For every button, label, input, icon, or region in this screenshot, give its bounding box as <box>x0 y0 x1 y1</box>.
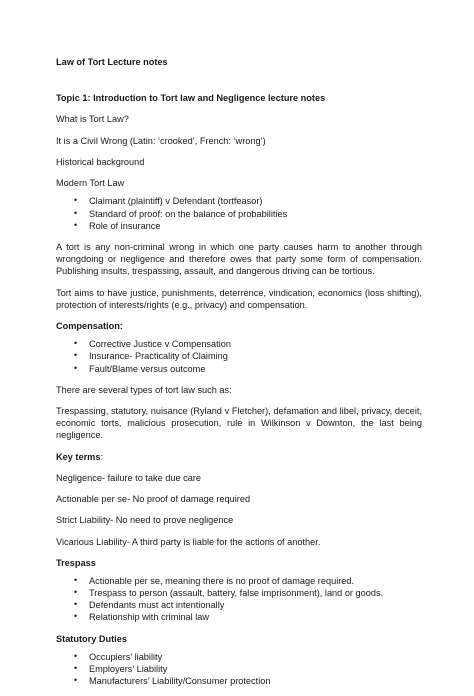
list-item: • Insurance- Practicality of Claiming <box>74 350 228 362</box>
modern-tort-law: Modern Tort Law <box>56 178 125 189</box>
bullet-icon: • <box>74 195 78 206</box>
list-item: • Standard of proof: on the balance of probabilities <box>74 207 288 219</box>
list-item: • Actionable per se, meaning there is no proof of damage required. <box>74 575 355 586</box>
key-terms-heading: Key terms: <box>56 451 103 462</box>
historical-background: Historical background <box>56 156 145 167</box>
bullet-icon: • <box>74 599 78 610</box>
bullet-icon: • <box>74 575 78 585</box>
list-item: • Corrective Justice v Compensation <box>74 338 231 350</box>
list-item: • Trespass to person (assault, battery, false imprisonment), land or goods. <box>74 587 384 599</box>
types-intro: There are several types of tort law such as: <box>56 384 232 395</box>
list-item: • Relationship with criminal law <box>74 611 209 623</box>
bullet-icon: • <box>74 650 78 661</box>
key-term-actionable: Actionable per se- No proof of damage required <box>56 494 251 505</box>
list-item: • Employers’ Liability <box>74 662 168 674</box>
key-term-negligence: Negligence- failure to take due care <box>56 472 202 483</box>
bullet-icon: • <box>74 611 78 622</box>
list-item: • Occupiers’ liability <box>74 650 163 662</box>
bullet-icon: • <box>74 219 78 230</box>
bullet-icon: • <box>74 675 78 686</box>
modern-bullet-list <box>56 195 422 231</box>
statutory-bullet-list <box>56 651 422 687</box>
trespass-heading: Trespass <box>56 557 96 568</box>
list-item: • Claimant (plaintiff) v Defendant (tortfeasor) <box>74 195 263 207</box>
bullet-icon: • <box>74 587 78 598</box>
tort-definition: A tort is any non-criminal wrong in which one party causes harm to another through wrongdoing or negligence and therefore owes that party some form of compensation. Publishing insults, trespassing, assault, and dangerous driving can be tortious. <box>56 241 422 277</box>
bullet-icon: • <box>74 362 78 373</box>
types-list: Trespassing, statutory, nuisance (Ryland v Fletcher), defamation and libel, privacy, deceit, economic torts, malicious prosecution, rule in Wilkinson v Downton, the last being negligence. <box>56 405 422 441</box>
tort-aims: Tort aims to have justice, punishments, deterrence, vindication, economics (loss shifting), protection of interests/rights (e.g., privacy) and compensation. <box>56 287 422 310</box>
document-page <box>56 56 422 696</box>
bullet-icon: • <box>74 350 78 361</box>
list-item: • Manufacturers’ Liability/Consumer protection <box>74 675 271 687</box>
trespass-bullet-list <box>56 575 422 624</box>
bullet-icon: • <box>74 207 78 218</box>
list-item: • Fault/Blame versus outcome <box>74 362 206 374</box>
bullet-icon: • <box>74 338 78 349</box>
bullet-icon: • <box>74 662 78 673</box>
topic-heading: Topic 1: Introduction to Tort law and Negligence lecture notes <box>56 93 326 104</box>
list-item: • Role of insurance <box>74 219 161 231</box>
list-item: • Defendants must act intentionally <box>74 599 225 611</box>
key-term-strict: Strict Liability- No need to prove negligence <box>56 515 234 526</box>
civil-wrong-line: It is a Civil Wrong (Latin: ‘crooked’, French: ‘wrong’) <box>56 135 266 146</box>
compensation-bullet-list <box>56 338 422 374</box>
question-what-is-tort: What is Tort Law? <box>56 114 129 125</box>
key-term-vicarious: Vicarious Liability- A third party is liable for the actions of another. <box>56 536 321 547</box>
statutory-duties-heading: Statutory Duties <box>56 633 127 644</box>
compensation-heading: Compensation: <box>56 321 123 331</box>
document-title: Law of Tort Lecture notes <box>56 57 168 67</box>
